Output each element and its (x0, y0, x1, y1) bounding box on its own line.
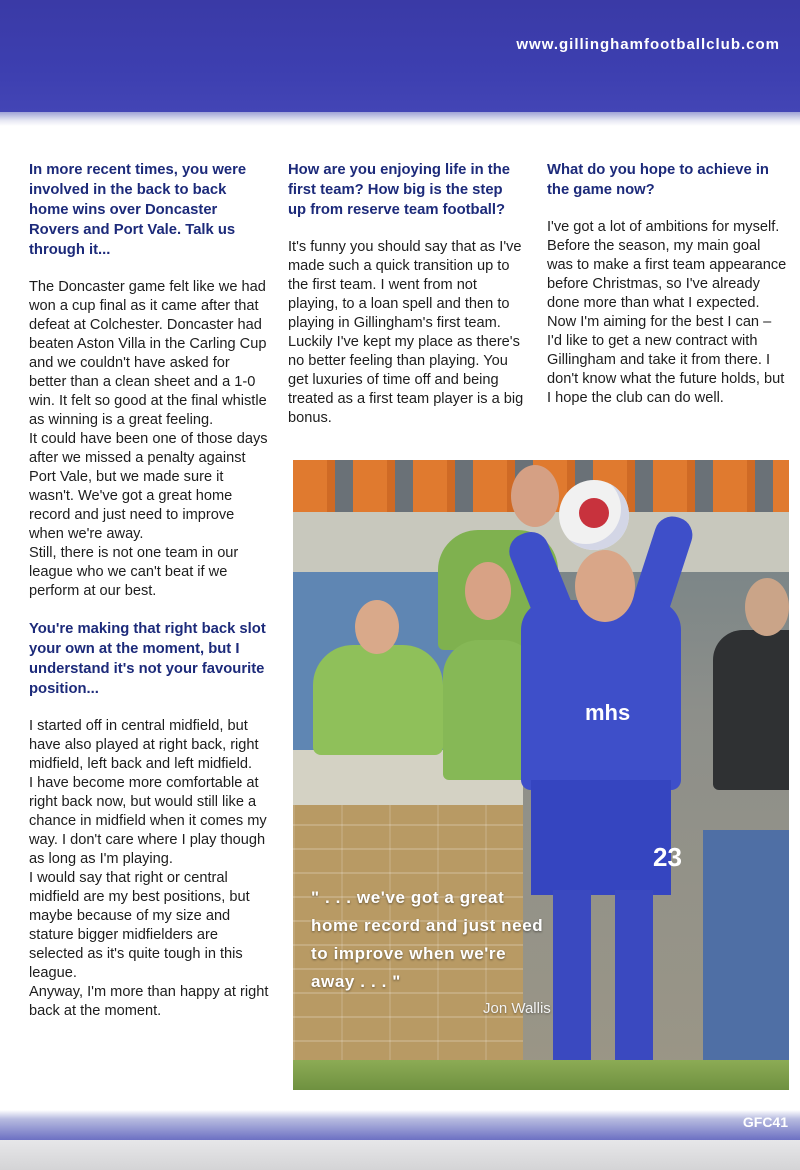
pitch-grass (293, 1060, 789, 1090)
football-logo (579, 498, 609, 528)
substitute-head (511, 465, 559, 527)
player-shorts (531, 780, 671, 895)
answer-paragraph: It's funny you should say that as I've made such a quick transition up to the first team. I went from not playing, to a loan spell and then to playing in Gillingham's first team. (288, 239, 522, 331)
stand-seats (703, 830, 789, 1070)
page-edge (0, 1140, 800, 1170)
answer-paragraph: Anyway, I'm more than happy at right back at the moment. (29, 984, 269, 1019)
player-head (575, 550, 635, 622)
answer-paragraph: I have become more comfortable at right back now, but would still like a chance in midfield when it comes my way. I don't care where I play though as long as I'm playing. (29, 775, 267, 867)
answer-paragraph: Now I'm aiming for the best I can – I'd like to get a new contract with Gillingham and take it from there. I don't know what the future holds, but I hope the club can do well. (547, 314, 785, 406)
question-first-team: How are you enjoying life in the first team? How big is the step up from reserve team football? (288, 162, 510, 218)
question-recent-wins: In more recent times, you were involved in the back to back home wins over Doncaster Rovers and Port Vale. Talk us through it... (29, 162, 247, 258)
coach-head (745, 578, 789, 636)
header-band (0, 0, 800, 118)
answer-paragraph: It could have been one of those days after we missed a penalty against Port Vale, but we made sure it wasn't. We've got a great home record and just need to improve when we're away. (29, 431, 268, 542)
footer-band (0, 1110, 800, 1140)
answer-paragraph: I would say that right or central midfield are my best positions, but maybe because of my size and stature bigger midfielders are selected as it's quite tough in this league. (29, 870, 250, 981)
column-right (547, 160, 787, 408)
answer-paragraph: I've got a lot of ambitions for myself. Before the season, my main goal was to make a first team appearance before Christmas, so I've already done more than what I expected. (547, 219, 787, 311)
column-middle (288, 160, 524, 428)
shirt-number: 23 (653, 842, 682, 872)
answer-paragraph: The Doncaster game felt like we had won a cup final as it came after that defeat at Colchester. Doncaster had beaten Aston Villa in the Carling Cup and we couldn't have asked for better than a clean sheet and a 1-0 win. It felt so good at the final whistle as winning is a great feeling. (29, 279, 267, 428)
player-shirt (521, 600, 681, 790)
substitute-head (465, 562, 511, 620)
coach-figure (713, 630, 789, 790)
answer-paragraph: Luckily I've kept my place as there's no better feeling than playing. You get luxuries of time off and being treated as a first team player is a big bonus. (288, 334, 524, 426)
answer-paragraph: Still, there is not one team in our league who we can't beat if we perform at our best. (29, 545, 239, 599)
question-right-back: You're making that right back slot your own at the moment, but I understand it's not your favourite position... (29, 621, 266, 697)
shirt-sponsor: mhs (585, 700, 631, 725)
website-url: www.gillinghamfootballclub.com (516, 36, 780, 53)
answer-paragraph: I started off in central midfield, but have also played at right back, right midfield, left back and left midfield. (29, 718, 259, 772)
pull-quote: " . . . we've got a great home record and just need to improve when we're away . . . " (311, 888, 544, 991)
player-photo (293, 460, 789, 1090)
header-fade (0, 112, 800, 126)
column-left (29, 160, 269, 1021)
player-legs (553, 890, 653, 1060)
question-ambitions: What do you hope to achieve in the game now? (547, 162, 769, 198)
page-number: GFC41 (742, 1114, 788, 1130)
substitute-bib (313, 645, 443, 755)
quote-attribution: Jon Wallis (483, 1000, 551, 1017)
substitute-head (355, 600, 399, 654)
